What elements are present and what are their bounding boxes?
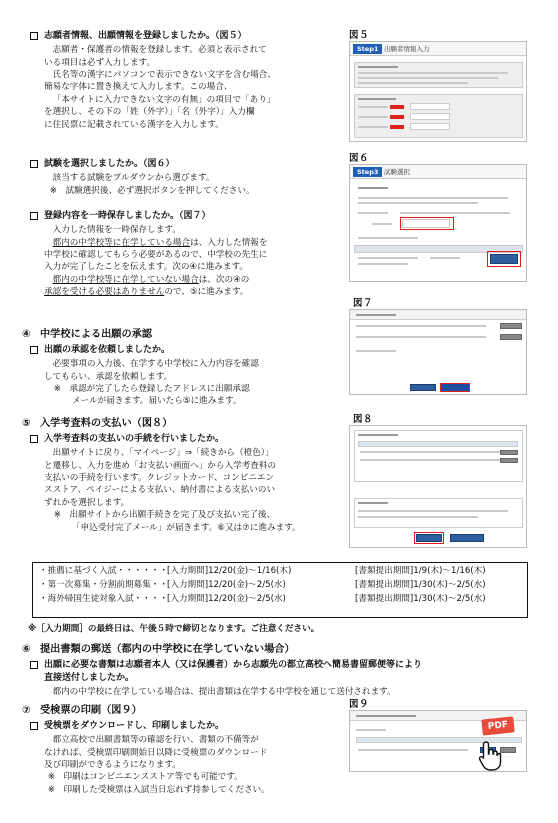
pdf-icon: PDF [481,716,514,735]
screen-title: 出願者情報入力 [384,45,430,53]
checklist-item-exam-select: 試験を選択しましたか。（図６） [30,158,332,171]
deadline-warning: ※［入力期間］の最終日は、午後５時で締切となります。ご注意ください。 [28,624,320,634]
screenshot-payment [349,425,527,548]
text-line: を選択し、その下の「姓（外字）」「名（外字）」入力欄 [44,107,255,118]
period-row: ・第一次募集・分割前期募集・・ [入力期間]12/20(金)～2/5(水) [書類提出期間]1/30(木)～2/5(水) [39,579,486,590]
text-line: 都内の中学校等に在学していない場合は、次の④の [52,274,250,285]
note-line: ※ 印刷した受検票は入試当日忘れず持参してください。 [47,784,270,795]
block-temp-save [30,210,332,299]
block-applicant-info [30,30,332,131]
text-line: 支払いの手続を行います。クレジットカード、コンビニエン [44,472,275,483]
screen-title: 試験選択 [384,168,410,176]
input-period-table [32,562,528,618]
block-payment [30,433,350,534]
section-heading-4: ④ 中学校による出願の承認 [22,329,153,340]
block-school-approval [30,344,332,408]
text-line: いる項目は必ず入力します。 [44,57,156,68]
checkbox-icon [30,346,38,354]
text-line: 入力した情報を一時保存します。 [52,225,181,236]
text-line: 都立高校で出願書類等の確認を行い、書類の不備等が [52,735,259,746]
step-badge: Step3 [353,167,382,177]
section-heading-6: ⑥ 提出書類の郵送（都内の中学校に在学していない場合） [22,644,295,655]
note-line: ※ 出願サイトから出願手続きを完了及び支払い完了後、 [53,510,276,521]
note-line: メールが届きます。届いたら⑤に進みます。 [72,396,242,407]
block-print-ticket [30,720,340,796]
checkbox-icon [30,212,38,220]
figure-label-7: 図７ [353,298,374,309]
application-panel [354,430,523,482]
text-line: 中学校に確認してもらう必要があるので、中学校の先生に [44,249,268,260]
figure-label-5: 図５ [349,30,370,41]
text-line: に住民票に記載されている漢字を入力します。 [44,119,224,130]
screenshot-exam-select [349,164,527,282]
text-line: スストア、ペイジーによる支払い、納付書による支払いのい [44,485,276,496]
figure-label-8: 図８ [353,414,374,425]
text-line: と遷移し、入力を進め「お支払い画面へ」から入学考査料の [44,460,277,471]
text-line: 氏名等の漢字にパソコンで表示できない文字を含む場合、 [52,69,276,80]
checklist-item-temp-save: 登録内容を一時保存しましたか。（図７） [30,210,332,223]
text-line: 入力が完了したことを伝えます。次の④に進みます。 [44,262,248,273]
text-line: 及び印刷ができるようになります。 [44,759,181,770]
checkbox-icon [30,722,38,730]
text-line: 出願サイトに戻り、「マイページ」⇒「続きから（橙色）」 [52,448,274,459]
text-line: してもらい、承認を依頼します。 [44,371,173,382]
period-row: ・推薦に基づく入試・・・・・・ [入力期間]12/20(金)～1/16(木) [書類提出期間]1/9(木)～1/16(木) [39,566,486,576]
note-line: ※ 印刷はコンビニエンスストア等でも可能です。 [47,772,243,783]
checkbox-icon [30,435,38,443]
checkbox-icon [30,32,38,40]
back-button[interactable] [410,384,436,391]
block-exam-select [30,158,332,197]
hand-cursor-icon [478,740,502,772]
block-mail-documents [30,659,540,699]
section-heading-7: ⑦ 受検票の印刷（図９） [22,705,142,716]
checklist-item-mail: 出願に必要な書類は志願者本人（又は保護者）から志願先の都立高校へ簡易書留郵便等により [30,659,540,672]
text-line: 該当する試験をプルダウンから選びます。 [52,173,215,184]
text-line: 必要事項の入力後、在学する中学校に入力内容を確認 [52,359,259,370]
text-line: 志願者・保護者の情報を登録します。必須と表示されて [52,45,267,56]
note-line: 「申込受付完了メール」が届きます。⑥又は⑦に進みます。 [72,522,301,533]
text-line: 都内の中学校等に在学している場合は、入力した情報を [52,237,268,248]
checklist-item-print: 受検票をダウンロードし、印刷しましたか。 [30,720,340,733]
checkbox-icon [30,160,38,168]
text-line: 簡易な字体に置き換えて入力します。この場合、 [44,82,233,93]
text-line: 都内の中学校に在学している場合は、提出書類は在学する中学校を通じて送付されます。 [52,687,396,698]
text-line: 承認を受ける必要はありませんので、⑤に進みます。 [44,287,249,298]
step-badge: Step1 [353,44,382,54]
checklist-item-approval: 出願の承認を依頼しましたか。 [30,344,332,357]
pay-button[interactable] [450,534,484,542]
figure-label-6: 図６ [349,153,370,164]
highlight-box [487,251,521,267]
checklist-item-payment: 入学考査料の支払いの手続を行いましたか。 [30,433,350,446]
text-line: なければ、受検票印刷開始日以降に受検票のダウンロード [44,747,268,758]
screenshot-applicant-form [349,41,527,142]
figure-label-9: 図９ [349,699,370,710]
note-line: ※ 試験選択後、必ず選択ボタンを押してください。 [49,185,255,196]
temp-save-button[interactable] [440,383,470,392]
checklist-item-applicant-info: 志願者情報、出願情報を登録しましたか。（図５） [30,30,332,43]
text-line: 「本サイトに入力できない文字の有無」の項目で「あり」 [52,94,276,105]
note-line: ※ 承認が完了したら登録したアドレスに出願承認 [53,383,250,394]
period-row: ・海外帰国生徒対象入試・・・・ [入力期間]12/20(金)～2/5(水) [書類提出期間]1/30(木)～2/5(水) [39,593,486,604]
screenshot-temp-save [349,309,527,395]
checkbox-icon [30,661,38,669]
highlight-box [400,217,454,230]
section-heading-5: ⑤ 入学考査料の支払い（図８） [22,418,173,429]
highlight-box [414,532,444,544]
text-line: 直接送付しましたか。 [44,673,135,684]
text-line: ずれかを選択します。 [44,497,130,508]
